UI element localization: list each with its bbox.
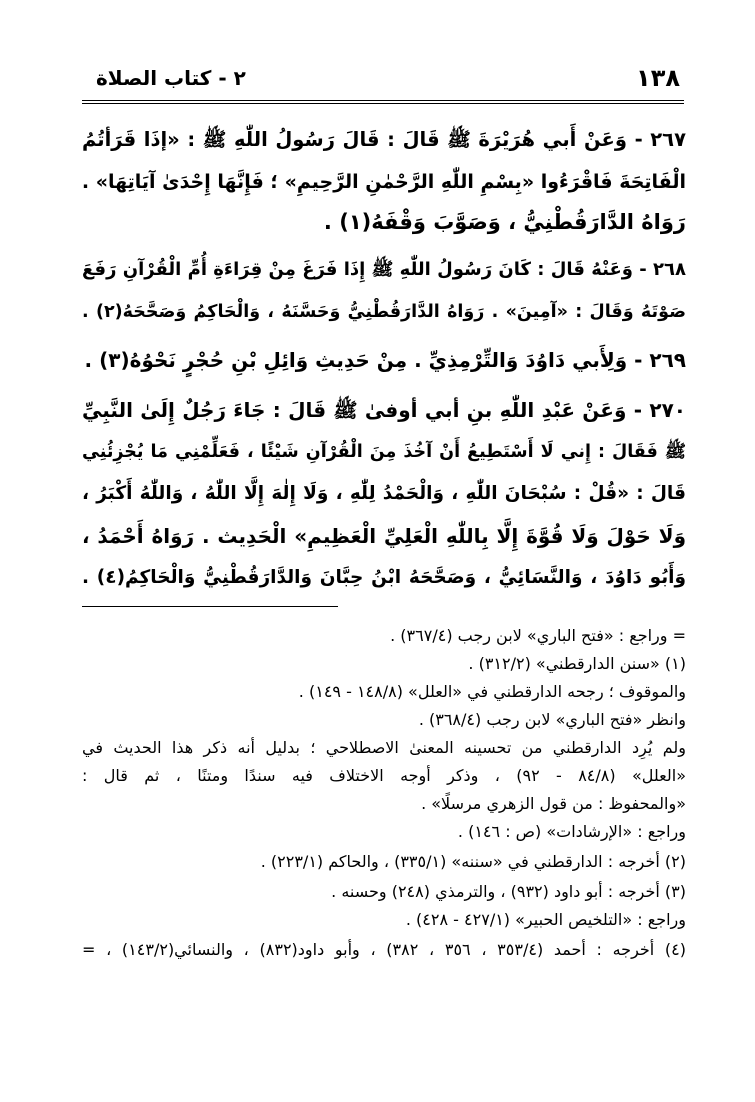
hadith-line: ٢٧٠ - وَعَنْ عَبْدِ اللّٰهِ بنِ أبي أوفىٰ ﷺ قَالَ : جَاءَ رَجُلٌ إِلَىٰ النَّبِيِّ	[82, 398, 686, 422]
hadith-line: الْفَاتِحَةَ فَاقْرَءُوا «بِسْمِ اللّٰهِ الرَّحْمٰنِ الرَّحِيمِ» ؛ فَإِنَّهَا إِحْدَىٰ آيَاتِهَا» .	[82, 171, 686, 193]
footnote-line: وانظر «فتح الباري» لابن رجب (٣٦٨/٤) .	[418, 710, 686, 729]
hadith-line: رَوَاهُ الدَّارَقُطْنِيُّ ، وَصَوَّبَ وَقْفَهُ(١) .	[323, 210, 686, 234]
hadith-line: وَأَبُو دَاوُدَ ، وَالنَّسَائِيُّ ، وَصَحَّحَهُ ابْنُ حِبَّانَ وَالدَّارَقُطْنِيُّ وَالْحَاكِمُ(٤) .	[82, 567, 686, 588]
hadith-line: صَوْتَهُ وَقَالَ : «آمِينَ» . رَوَاهُ الدَّارَقُطْنِيُّ وَحَسَّنَهُ ، وَالْحَاكِمُ وَصَحَّحَهُ(٢) .	[82, 302, 686, 322]
chapter-title: ٢ - كتاب الصلاة	[96, 66, 246, 90]
footnote-line: والموقوف ؛ رجحه الدارقطني في «العلل» (١٤٨/٨ - ١٤٩) .	[298, 682, 686, 701]
footnote-line: «العلل» (٨٤/٨ - ٩٢) ، وذكر أوجه الاختلاف فيه سندًا ومتنًا ، ثم قال :	[82, 766, 686, 785]
page-header	[82, 62, 684, 98]
footnote-line: وراجع : «التلخيص الحبير» (٤٢٧/١ - ٤٢٨) .	[405, 910, 686, 929]
footnote-line: (٢) أخرجه : الدارقطني في «سننه» (٣٣٥/١) ، والحاكم (٢٢٣/١) .	[260, 852, 686, 871]
hadith-line: ٢٦٨ - وَعَنْهُ قَالَ : كَانَ رَسُولُ اللّٰهِ ﷺ إِذَا فَرَغَ مِنْ قِرَاءَةِ أُمِّ الْقُرْآنِ رَفَعَ	[82, 259, 686, 280]
hadith-line: ﷺ فَقَالَ : إِني لَا أَسْتَطِيعُ أَنْ آخُذَ مِنَ الْقُرْآنِ شَيْئًا ، فَعَلِّمْنِي مَا يُجْزِئُنِي	[82, 442, 686, 462]
footnote-line: ولم يُرِد الدارقطني من تحسينه المعنىٰ الاصطلاحي ؛ بدليل أنه ذكر هذا الحديث في	[82, 738, 686, 757]
footnote-line: «والمحفوظ : من قول الزهري مرسلًا» .	[421, 794, 686, 813]
hadith-line: وَلَا حَوْلَ وَلَا قُوَّةَ إِلَّا بِاللّٰهِ الْعَلِيِّ الْعَظِيمِ» الْحَدِيث . رَوَاهُ أَحْمَدُ ،	[82, 524, 686, 548]
hadith-line: قَالَ : «قُلْ : سُبْحَانَ اللّٰهِ ، وَالْحَمْدُ لِلّٰهِ ، وَلَا إِلٰهَ إِلَّا اللّٰهُ ، وَاللّٰهُ أَكْبَرُ ،	[82, 483, 686, 504]
page-number: ١٣٨	[636, 64, 680, 92]
footnote-line: (٣) أخرجه : أبو داود (٩٣٢) ، والترمذي (٢٤٨) وحسنه .	[331, 882, 686, 901]
footnote-line: وراجع : «الإرشادات» (ص : ١٤٦) .	[457, 822, 686, 841]
footnote-divider	[82, 606, 338, 607]
footnote-line: (٤) أخرجه : أحمد (٣٥٣/٤ ، ٣٥٦ ، ٣٨٢) ، وأبو داود(٨٣٢) ، والنسائي(١٤٣/٢) ، =	[82, 940, 686, 959]
footnote-line: (١) «سنن الدارقطني» (٣١٢/٢) .	[468, 654, 686, 673]
hadith-line: ٢٦٩ - وَلِأَبي دَاوُدَ وَالتِّرْمِذِيِّ . مِنْ حَدِيثِ وَائِلِ بْنِ حُجْرٍ نَحْوُهُ(٣) .	[84, 348, 686, 372]
header-divider	[82, 100, 684, 104]
hadith-line: ٢٦٧ - وَعَنْ أَبي هُرَيْرَةَ ﷺ قَالَ : قَالَ رَسُولُ اللّٰهِ ﷺ : «إذَا قَرَأتُمُ	[82, 128, 686, 151]
footnote-line: = وراجع : «فتح الباري» لابن رجب (٣٦٧/٤) .	[390, 626, 686, 645]
